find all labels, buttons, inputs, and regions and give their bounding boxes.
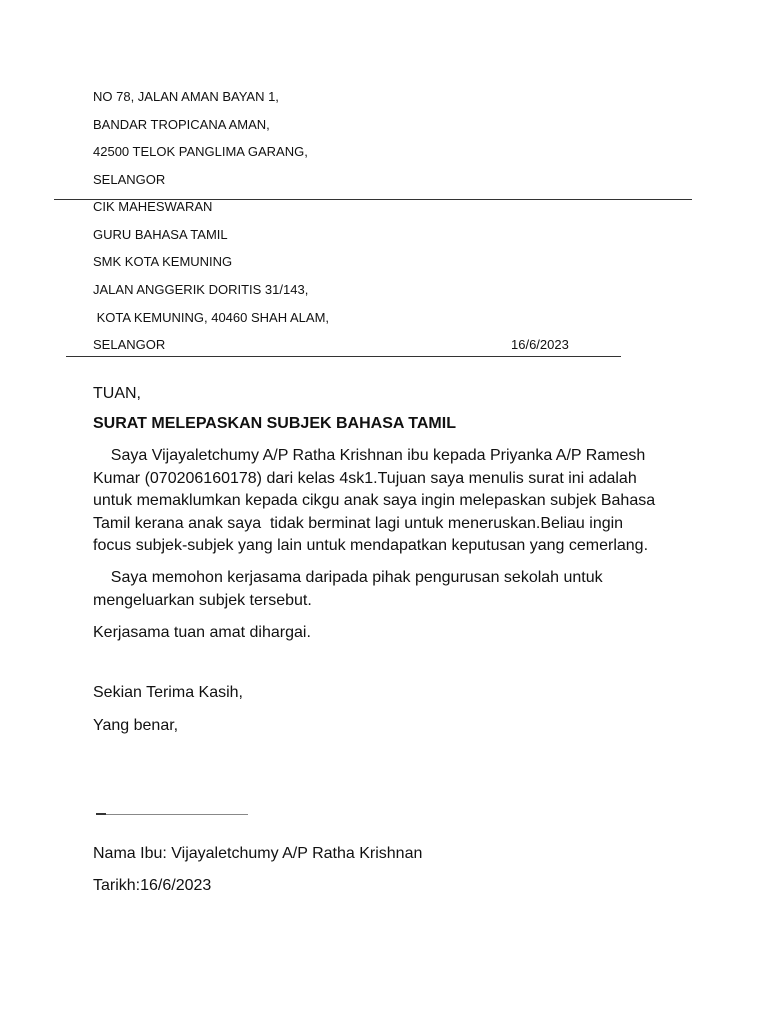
- recipient-address-line-2: GURU BAHASA TAMIL: [93, 227, 228, 242]
- recipient-address-line-3: SMK KOTA KEMUNING: [93, 254, 233, 269]
- signatory-name: Nama Ibu: Vijayaletchumy A/P Ratha Krishnan: [93, 845, 423, 862]
- salutation: TUAN,: [93, 385, 141, 402]
- sender-address-line-2: BANDAR TROPICANA AMAN,: [93, 117, 270, 132]
- paragraph-1-line-3: untuk memaklumkan kepada cikgu anak saya ingin melepaskan subjek Bahasa: [93, 492, 656, 509]
- recipient-address-line-1: CIK MAHESWARAN: [93, 199, 213, 214]
- recipient-divider: [66, 356, 621, 357]
- letter-date: 16/6/2023: [511, 337, 569, 352]
- sender-address-line-4: SELANGOR: [93, 172, 166, 187]
- sender-address-line-3: 42500 TELOK PANGLIMA GARANG,: [93, 144, 308, 159]
- paragraph-2: [93, 567, 678, 612]
- signature-mark: [96, 813, 106, 815]
- paragraph-1-line-4: Tamil kerana anak saya tidak berminat lagi untuk meneruskan.Beliau ingin: [93, 514, 624, 532]
- recipient-address-line-4: JALAN ANGGERIK DORITIS 31/143,: [93, 282, 309, 297]
- appreciation-text: Kerjasama tuan amat dihargai.: [93, 624, 311, 641]
- paragraph-2-line-1: Saya memohon kerjasama daripada pihak pengurusan sekolah untuk: [93, 569, 603, 586]
- paragraph-1: [93, 445, 678, 558]
- paragraph-2-line-2: mengeluarkan subjek tersebut.: [93, 591, 312, 609]
- closing-text: Sekian Terima Kasih,: [93, 684, 243, 701]
- signatory-date: Tarikh:16/6/2023: [93, 877, 212, 894]
- sign-off-text: Yang benar,: [93, 717, 179, 734]
- paragraph-1-line-5: focus subjek-subjek yang lain untuk mendapatkan keputusan yang cemerlang.: [93, 537, 649, 554]
- paragraph-1-line-2: Kumar (070206160178) dari kelas 4sk1.Tujuan saya menulis surat ini adalah: [93, 469, 637, 487]
- sender-address-line-1: NO 78, JALAN AMAN BAYAN 1,: [93, 89, 279, 104]
- recipient-address-line-6: SELANGOR: [93, 337, 166, 352]
- subject-heading: SURAT MELEPASKAN SUBJEK BAHASA TAMIL: [93, 415, 456, 432]
- recipient-address-line-5: KOTA KEMUNING, 40460 SHAH ALAM,: [93, 310, 330, 325]
- signature-line: [96, 814, 248, 815]
- paragraph-1-line-1: Saya Vijayaletchumy A/P Ratha Krishnan ibu kepada Priyanka A/P Ramesh: [93, 447, 646, 464]
